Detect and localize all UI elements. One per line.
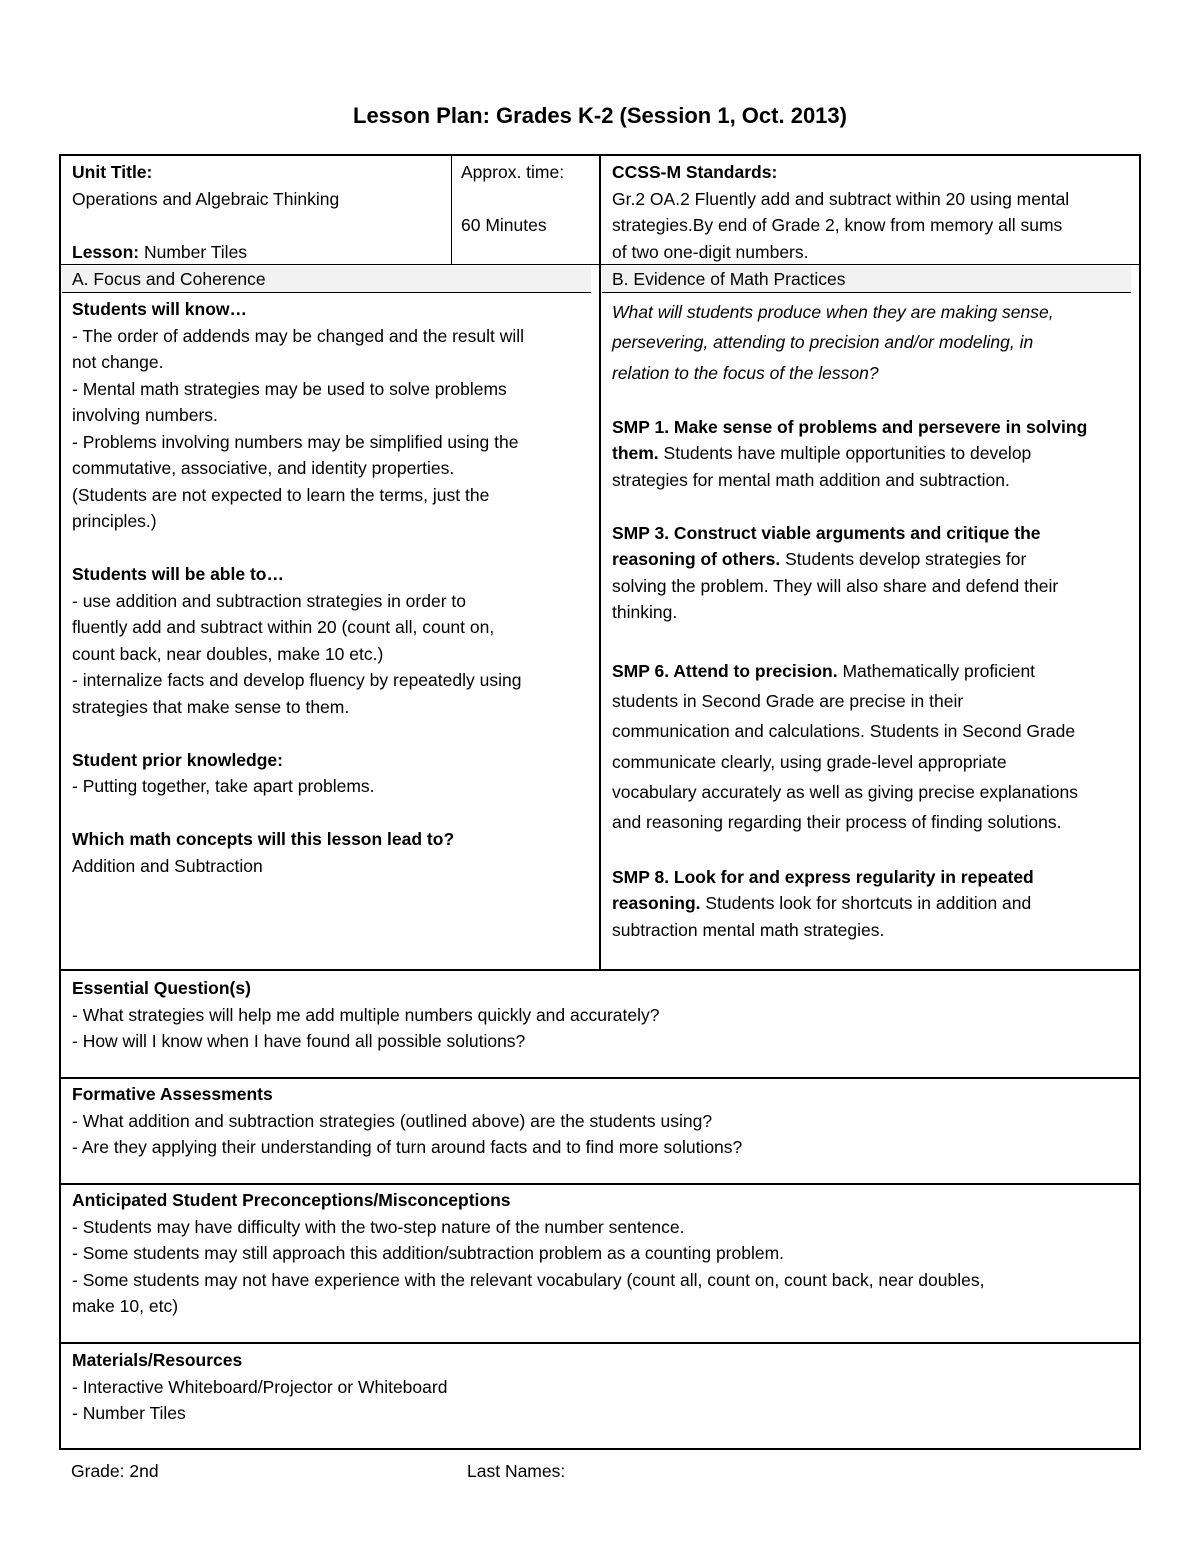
unit-title-label: Unit Title: bbox=[72, 162, 153, 182]
smp3-title: SMP 3. Construct viable arguments and critique the bbox=[612, 522, 1041, 543]
lesson-line bbox=[72, 239, 447, 266]
focus-content bbox=[72, 296, 597, 879]
smp6-line: vocabulary accurately as well as giving precise explanations bbox=[612, 782, 1078, 803]
concepts-line: Addition and Subtraction bbox=[72, 855, 263, 876]
standards-label: CCSS-M Standards: bbox=[612, 162, 778, 182]
heading-rule bbox=[602, 292, 1131, 293]
practices-content bbox=[612, 297, 1137, 943]
smp6-line: communicate clearly, using grade-level appropriate bbox=[612, 751, 1007, 772]
formative-line: - Are they applying their understanding of turn around facts and to find more solutions? bbox=[72, 1137, 743, 1157]
last-names-footer: Last Names: bbox=[467, 1461, 566, 1481]
smp3-text: Students develop strategies for bbox=[780, 549, 1027, 570]
divider bbox=[61, 1183, 1139, 1185]
materials bbox=[72, 1347, 1132, 1427]
unit-title-value: Operations and Algebraic Thinking bbox=[72, 188, 340, 209]
divider bbox=[599, 156, 601, 971]
smp8-text: Students look for shortcuts in addition and bbox=[700, 893, 1032, 914]
focus-heading: A. Focus and Coherence bbox=[62, 266, 591, 292]
smp6-line: communication and calculations. Students in Second Grade bbox=[612, 721, 1076, 742]
misconceptions-line: - Some students may not have experience with the relevant vocabulary (count all, count on, count back, near doubles, bbox=[72, 1269, 985, 1290]
smp8-line: subtraction mental math strategies. bbox=[612, 919, 885, 940]
able-line: fluently add and subtract within 20 (count all, count on, bbox=[72, 617, 495, 637]
essential-line: - What strategies will help me add multiple numbers quickly and accurately? bbox=[72, 1004, 660, 1025]
grade-footer: Grade: 2nd bbox=[71, 1461, 159, 1481]
know-line: principles.) bbox=[72, 511, 157, 531]
divider bbox=[61, 969, 1139, 971]
smp3-title-end: reasoning of others. bbox=[612, 549, 781, 570]
smp6-title: SMP 6. Attend to precision. bbox=[612, 660, 838, 681]
able-label: Students will be able to… bbox=[72, 564, 284, 584]
prompt-line: What will students produce when they are making sense, bbox=[612, 302, 1054, 322]
lesson-label: Lesson: bbox=[72, 241, 140, 262]
misconceptions-label: Anticipated Student Preconceptions/Misconceptions bbox=[72, 1190, 511, 1210]
know-line: - Problems involving numbers may be simplified using the bbox=[72, 431, 519, 452]
misconceptions bbox=[72, 1187, 1132, 1320]
smp6-line: students in Second Grade are precise in their bbox=[612, 691, 964, 712]
time-value: 60 Minutes bbox=[461, 215, 547, 235]
able-line: strategies that make sense to them. bbox=[72, 696, 350, 717]
smp8-title-end: reasoning. bbox=[612, 893, 701, 914]
know-label: Students will know… bbox=[72, 299, 248, 319]
concepts-label: Which math concepts will this lesson lead to? bbox=[72, 829, 455, 849]
smp3-line: solving the problem. They will also share and defend their bbox=[612, 575, 1059, 596]
smp3-line: thinking. bbox=[612, 602, 678, 623]
smp3-line bbox=[612, 546, 1137, 573]
unit-title-cell bbox=[72, 159, 447, 265]
smp1-line: strategies for mental math addition and subtraction. bbox=[612, 469, 1010, 490]
formative-line: - What addition and subtraction strategies (outlined above) are the students using? bbox=[72, 1110, 713, 1131]
know-line: (Students are not expected to learn the terms, just the bbox=[72, 484, 490, 505]
able-line: - use addition and subtraction strategies in order to bbox=[72, 590, 466, 611]
misconceptions-line: - Some students may still approach this addition/subtraction problem as a counting problem. bbox=[72, 1243, 785, 1263]
materials-label: Materials/Resources bbox=[72, 1350, 243, 1370]
prompt-line: relation to the focus of the lesson? bbox=[612, 362, 879, 383]
smp1-title-end: them. bbox=[612, 443, 659, 464]
able-line: - internalize facts and develop fluency by repeatedly using bbox=[72, 670, 522, 690]
know-line: - Mental math strategies may be used to solve problems bbox=[72, 378, 507, 399]
smp8-line bbox=[612, 890, 1137, 917]
lesson-value: Number Tiles bbox=[139, 241, 248, 262]
standards-line: Gr.2 OA.2 Fluently add and subtract within 20 using mental bbox=[612, 188, 1070, 209]
essential-questions bbox=[72, 975, 1132, 1055]
smp1-line bbox=[612, 440, 1137, 467]
smp6-line bbox=[612, 656, 1137, 686]
standards-line: strategies.By end of Grade 2, know from memory all sums bbox=[612, 215, 1063, 235]
lesson-plan-table bbox=[59, 154, 1141, 1450]
prior-label: Student prior knowledge: bbox=[72, 749, 283, 770]
practices-heading: B. Evidence of Math Practices bbox=[602, 266, 1131, 292]
standards-cell bbox=[612, 159, 1137, 265]
smp8-title: SMP 8. Look for and express regularity in repeated bbox=[612, 866, 1034, 887]
essential-line: - How will I know when I have found all possible solutions? bbox=[72, 1031, 526, 1051]
misconceptions-line: make 10, etc) bbox=[72, 1296, 179, 1316]
smp6-text: Mathematically proficient bbox=[837, 660, 1036, 681]
know-line: - The order of addends may be changed and the result will bbox=[72, 325, 525, 346]
able-line: count back, near doubles, make 10 etc.) bbox=[72, 643, 384, 664]
prior-line: - Putting together, take apart problems. bbox=[72, 776, 375, 796]
smp1-text: Students have multiple opportunities to develop bbox=[658, 443, 1032, 464]
materials-line: - Interactive Whiteboard/Projector or Whiteboard bbox=[72, 1376, 448, 1397]
page-title: Lesson Plan: Grades K-2 (Session 1, Oct. 2013) bbox=[353, 103, 847, 128]
time-label: Approx. time: bbox=[461, 162, 565, 182]
divider bbox=[451, 156, 452, 265]
heading-rule bbox=[62, 292, 591, 293]
materials-line: - Number Tiles bbox=[72, 1403, 186, 1423]
smp1-title: SMP 1. Make sense of problems and persevere in solving bbox=[612, 416, 1088, 437]
know-line: commutative, associative, and identity properties. bbox=[72, 458, 455, 478]
know-line: involving numbers. bbox=[72, 405, 218, 425]
divider bbox=[61, 264, 1139, 265]
misconceptions-line: - Students may have difficulty with the two-step nature of the number sentence. bbox=[72, 1216, 685, 1237]
prompt-line: persevering, attending to precision and/or modeling, in bbox=[612, 332, 1034, 353]
standards-line: of two one-digit numbers. bbox=[612, 241, 809, 262]
divider bbox=[61, 1077, 1139, 1079]
smp6-line: and reasoning regarding their process of finding solutions. bbox=[612, 812, 1062, 833]
formative-assessments bbox=[72, 1081, 1132, 1161]
essential-label: Essential Question(s) bbox=[72, 978, 251, 998]
time-cell bbox=[461, 159, 596, 239]
know-line: not change. bbox=[72, 352, 164, 372]
divider bbox=[61, 1342, 1139, 1344]
formative-label: Formative Assessments bbox=[72, 1084, 273, 1104]
